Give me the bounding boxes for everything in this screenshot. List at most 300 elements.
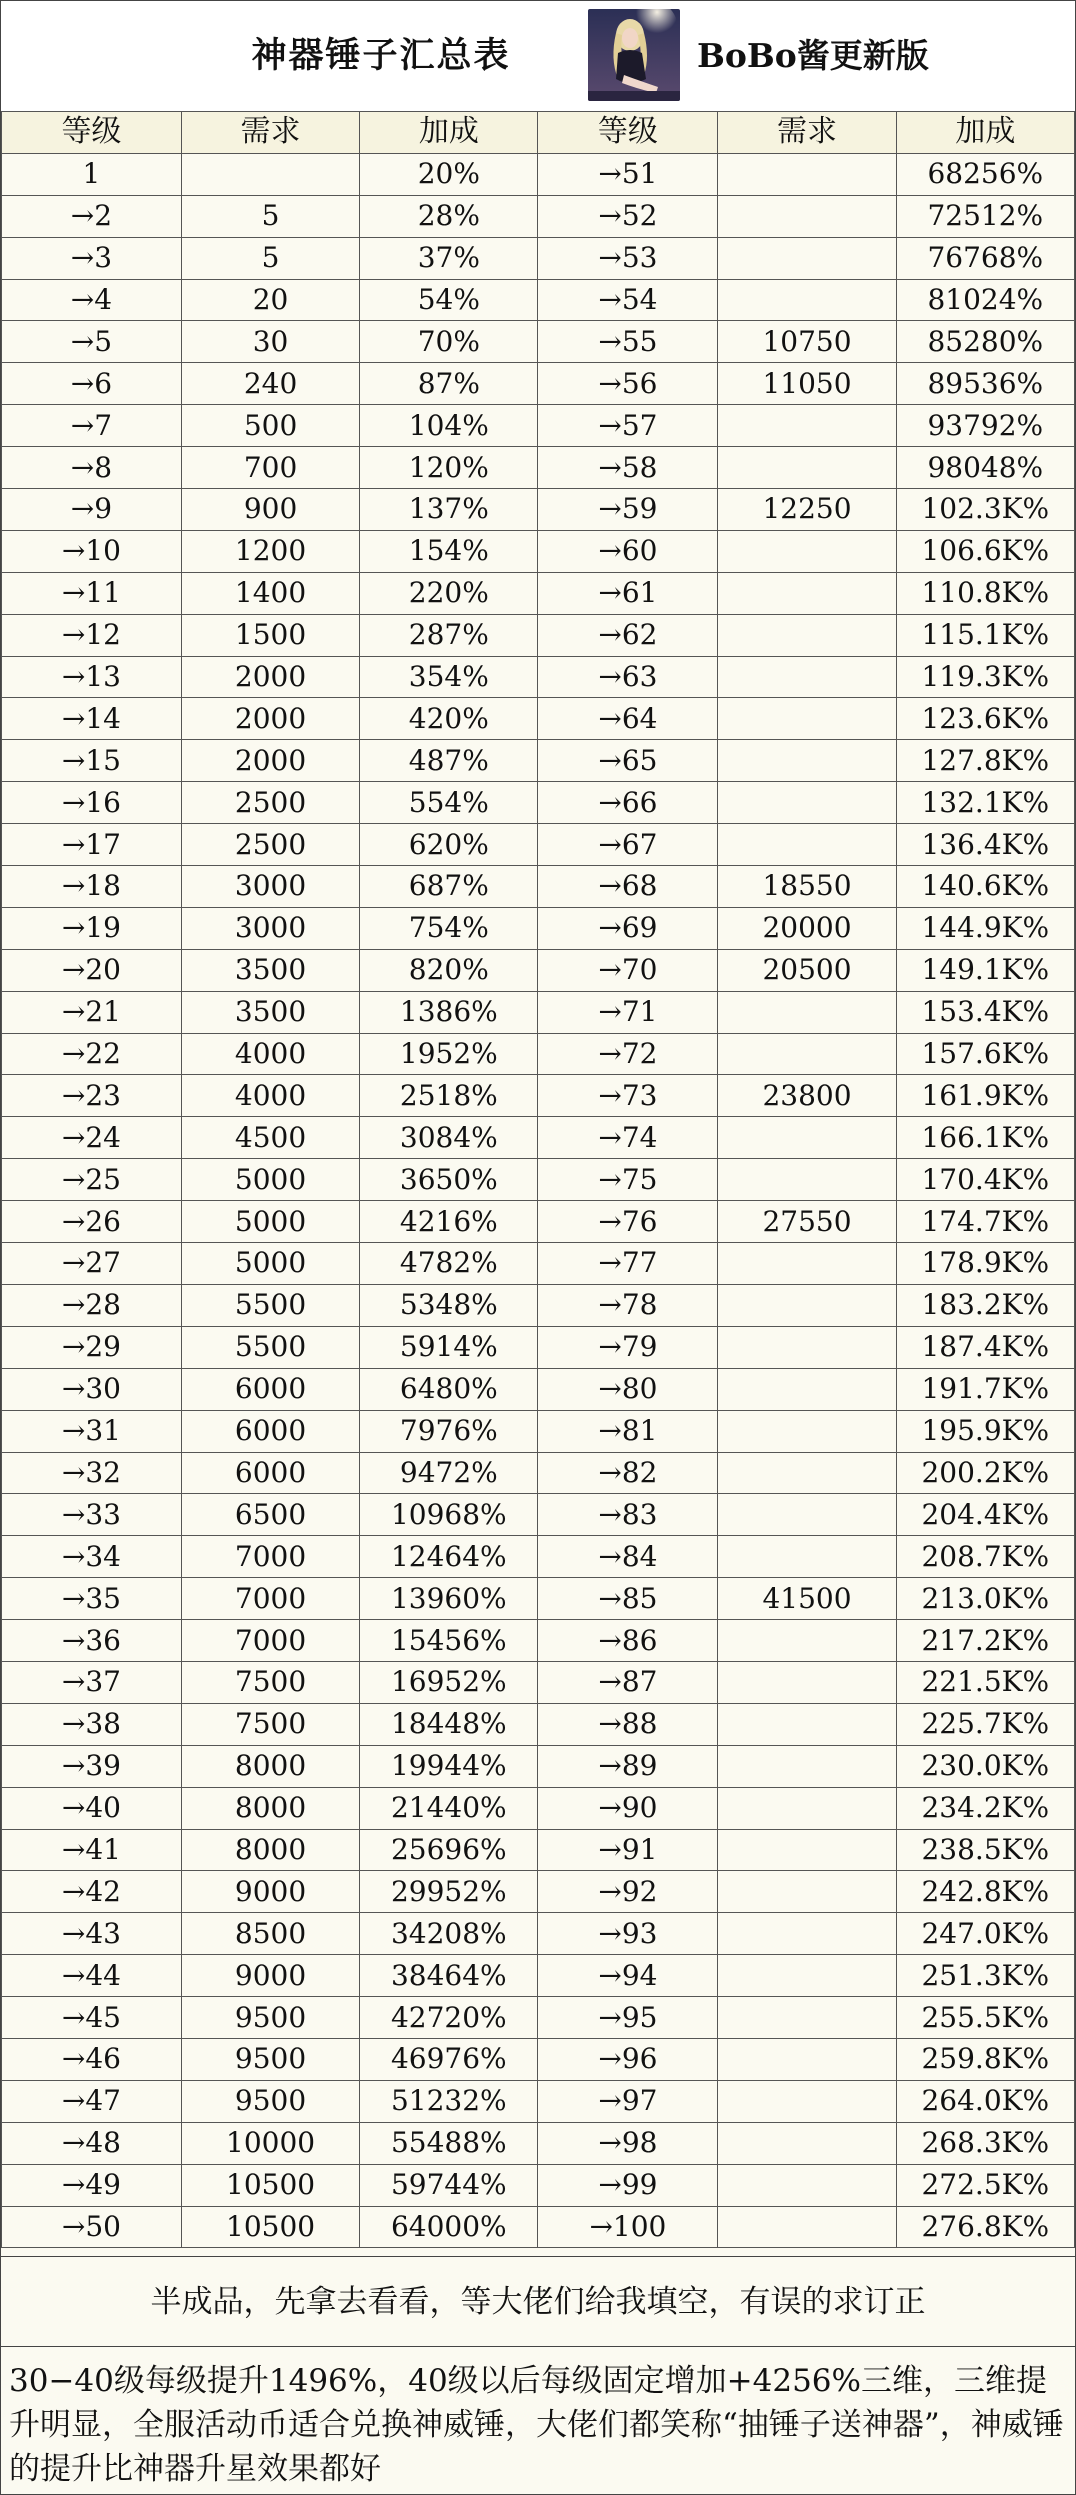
cell-requirement-right <box>718 237 896 279</box>
table-row <box>2 1243 1075 1285</box>
table-row <box>2 1913 1075 1955</box>
cell-requirement-left: 8000 <box>181 1745 359 1787</box>
cell-requirement-right <box>718 824 896 866</box>
cell-requirement-left: 10500 <box>181 2164 359 2206</box>
cell-level-right: →69 <box>538 907 718 949</box>
cell-bonus-right: 157.6K% <box>896 1033 1074 1075</box>
cell-level-right: →100 <box>538 2206 718 2248</box>
cell-requirement-right <box>718 1620 896 1662</box>
cell-bonus-left: 42720% <box>360 1997 538 2039</box>
cell-level-right: →56 <box>538 363 718 405</box>
cell-level-left: →18 <box>2 866 182 908</box>
cell-bonus-left: 6480% <box>360 1368 538 1410</box>
cell-level-left: →9 <box>2 489 182 531</box>
sheet-header <box>1 1 1075 112</box>
cell-level-left: →29 <box>2 1326 182 1368</box>
cell-level-right: →81 <box>538 1410 718 1452</box>
table-row <box>2 1494 1075 1536</box>
cell-level-left: →16 <box>2 782 182 824</box>
table-row <box>2 2122 1075 2164</box>
cell-requirement-left: 5 <box>181 237 359 279</box>
header-level-right: 等级 <box>538 112 718 154</box>
note-draft-notice: 半成品，先拿去看看，等大佬们给我填空，有误的求订正 <box>1 2256 1075 2347</box>
sheet-title: 神器锤子汇总表 <box>251 35 511 76</box>
cell-requirement-left: 7500 <box>181 1661 359 1703</box>
cell-level-left: →49 <box>2 2164 182 2206</box>
cell-level-left: →24 <box>2 1117 182 1159</box>
cell-level-right: →68 <box>538 866 718 908</box>
cell-level-left: →43 <box>2 1913 182 1955</box>
table-row <box>2 1284 1075 1326</box>
cell-bonus-left: 70% <box>360 321 538 363</box>
cell-requirement-right <box>718 656 896 698</box>
cell-bonus-left: 16952% <box>360 1661 538 1703</box>
table-row <box>2 1326 1075 1368</box>
cell-bonus-left: 3084% <box>360 1117 538 1159</box>
cell-bonus-left: 487% <box>360 740 538 782</box>
table-row <box>2 279 1075 321</box>
cell-level-left: →15 <box>2 740 182 782</box>
cell-bonus-right: 225.7K% <box>896 1703 1074 1745</box>
cell-bonus-left: 28% <box>360 195 538 237</box>
cell-bonus-left: 37% <box>360 237 538 279</box>
cell-bonus-right: 115.1K% <box>896 614 1074 656</box>
table-row <box>2 1368 1075 1410</box>
cell-requirement-right <box>718 1284 896 1326</box>
cell-level-left: →20 <box>2 949 182 991</box>
cell-bonus-left: 104% <box>360 405 538 447</box>
cell-bonus-right: 93792% <box>896 405 1074 447</box>
cell-level-left: →37 <box>2 1661 182 1703</box>
cell-bonus-right: 204.4K% <box>896 1494 1074 1536</box>
cell-requirement-right: 18550 <box>718 866 896 908</box>
cell-bonus-left: 12464% <box>360 1536 538 1578</box>
cell-bonus-left: 420% <box>360 698 538 740</box>
cell-bonus-left: 1386% <box>360 991 538 1033</box>
cell-level-left: →22 <box>2 1033 182 1075</box>
table-row <box>2 1201 1075 1243</box>
cell-bonus-left: 38464% <box>360 1955 538 1997</box>
table-row <box>2 698 1075 740</box>
cell-requirement-left: 6000 <box>181 1410 359 1452</box>
cell-level-left: →5 <box>2 321 182 363</box>
cell-bonus-right: 110.8K% <box>896 572 1074 614</box>
cell-requirement-left: 7000 <box>181 1620 359 1662</box>
cell-level-left: →26 <box>2 1201 182 1243</box>
portrait-avatar-image <box>588 9 680 101</box>
cell-level-left: →7 <box>2 405 182 447</box>
cell-requirement-left: 3500 <box>181 949 359 991</box>
cell-level-left: →10 <box>2 530 182 572</box>
cell-level-left: →6 <box>2 363 182 405</box>
cell-requirement-right <box>718 991 896 1033</box>
cell-bonus-right: 221.5K% <box>896 1661 1074 1703</box>
cell-requirement-right <box>718 2206 896 2248</box>
cell-bonus-left: 29952% <box>360 1871 538 1913</box>
cell-level-right: →99 <box>538 2164 718 2206</box>
cell-bonus-left: 137% <box>360 489 538 531</box>
cell-requirement-left: 240 <box>181 363 359 405</box>
cell-requirement-right <box>718 447 896 489</box>
cell-requirement-left: 4000 <box>181 1033 359 1075</box>
cell-level-right: →74 <box>538 1117 718 1159</box>
table-header-row <box>2 112 1075 154</box>
table-row <box>2 195 1075 237</box>
cell-requirement-left: 6500 <box>181 1494 359 1536</box>
cell-requirement-left: 6000 <box>181 1368 359 1410</box>
cell-bonus-right: 136.4K% <box>896 824 1074 866</box>
table-row <box>2 363 1075 405</box>
cell-level-left: →14 <box>2 698 182 740</box>
header-requirement-right: 需求 <box>718 112 896 154</box>
cell-level-right: →79 <box>538 1326 718 1368</box>
table-row <box>2 447 1075 489</box>
cell-level-right: →52 <box>538 195 718 237</box>
table-row <box>2 1829 1075 1871</box>
cell-bonus-right: 178.9K% <box>896 1243 1074 1285</box>
cell-bonus-right: 242.8K% <box>896 1871 1074 1913</box>
table-row <box>2 237 1075 279</box>
cell-requirement-right <box>718 1159 896 1201</box>
cell-requirement-right <box>718 1955 896 1997</box>
cell-level-right: →76 <box>538 1201 718 1243</box>
cell-level-right: →62 <box>538 614 718 656</box>
cell-requirement-left: 30 <box>181 321 359 363</box>
cell-level-right: →85 <box>538 1578 718 1620</box>
cell-bonus-left: 754% <box>360 907 538 949</box>
cell-requirement-right <box>718 1997 896 2039</box>
cell-requirement-left: 2500 <box>181 824 359 866</box>
cell-level-right: →87 <box>538 1661 718 1703</box>
cell-level-right: →53 <box>538 237 718 279</box>
cell-bonus-right: 234.2K% <box>896 1787 1074 1829</box>
cell-level-right: →67 <box>538 824 718 866</box>
cell-level-left: →34 <box>2 1536 182 1578</box>
cell-requirement-right: 12250 <box>718 489 896 531</box>
cell-bonus-left: 620% <box>360 824 538 866</box>
cell-requirement-left: 4000 <box>181 1075 359 1117</box>
table-row <box>2 489 1075 531</box>
table-row <box>2 1620 1075 1662</box>
cell-requirement-left: 9500 <box>181 2038 359 2080</box>
table-row <box>2 2038 1075 2080</box>
cell-level-right: →63 <box>538 656 718 698</box>
cell-requirement-left: 1500 <box>181 614 359 656</box>
cell-requirement-right <box>718 279 896 321</box>
cell-requirement-right <box>718 2122 896 2164</box>
table-row <box>2 824 1075 866</box>
table-row <box>2 405 1075 447</box>
table-row <box>2 1703 1075 1745</box>
cell-requirement-left: 5000 <box>181 1159 359 1201</box>
cell-level-right: →71 <box>538 991 718 1033</box>
cell-level-right: →72 <box>538 1033 718 1075</box>
cell-level-right: →93 <box>538 1913 718 1955</box>
cell-bonus-left: 13960% <box>360 1578 538 1620</box>
table-row <box>2 1745 1075 1787</box>
cell-level-left: →25 <box>2 1159 182 1201</box>
cell-bonus-right: 153.4K% <box>896 991 1074 1033</box>
cell-level-left: →38 <box>2 1703 182 1745</box>
cell-bonus-right: 149.1K% <box>896 949 1074 991</box>
table-row <box>2 1075 1075 1117</box>
cell-level-left: →47 <box>2 2080 182 2122</box>
cell-bonus-left: 3650% <box>360 1159 538 1201</box>
table-row <box>2 1033 1075 1075</box>
cell-bonus-left: 54% <box>360 279 538 321</box>
cell-bonus-left: 687% <box>360 866 538 908</box>
table-row <box>2 2164 1075 2206</box>
cell-bonus-left: 20% <box>360 153 538 195</box>
cell-requirement-right: 10750 <box>718 321 896 363</box>
cell-level-left: →23 <box>2 1075 182 1117</box>
table-row <box>2 1661 1075 1703</box>
cell-level-right: →91 <box>538 1829 718 1871</box>
header-requirement-left: 需求 <box>181 112 359 154</box>
cell-requirement-right <box>718 1871 896 1913</box>
cell-level-left: →33 <box>2 1494 182 1536</box>
cell-level-right: →89 <box>538 1745 718 1787</box>
cell-requirement-left: 5000 <box>181 1243 359 1285</box>
cell-level-right: →55 <box>538 321 718 363</box>
cell-requirement-right <box>718 1452 896 1494</box>
cell-level-left: →12 <box>2 614 182 656</box>
cell-requirement-left: 2500 <box>181 782 359 824</box>
cell-requirement-right <box>718 1661 896 1703</box>
cell-level-left: →31 <box>2 1410 182 1452</box>
cell-level-right: →61 <box>538 572 718 614</box>
cell-requirement-left: 5 <box>181 195 359 237</box>
cell-level-right: →97 <box>538 2080 718 2122</box>
cell-level-left: →44 <box>2 1955 182 1997</box>
cell-requirement-right <box>718 1033 896 1075</box>
cell-requirement-right <box>718 782 896 824</box>
table-row <box>2 1536 1075 1578</box>
table-row <box>2 740 1075 782</box>
cell-requirement-right: 27550 <box>718 1201 896 1243</box>
cell-bonus-left: 120% <box>360 447 538 489</box>
cell-level-left: →41 <box>2 1829 182 1871</box>
cell-level-right: →78 <box>538 1284 718 1326</box>
cell-requirement-left: 10500 <box>181 2206 359 2248</box>
cell-bonus-right: 102.3K% <box>896 489 1074 531</box>
cell-bonus-right: 76768% <box>896 237 1074 279</box>
cell-bonus-right: 259.8K% <box>896 2038 1074 2080</box>
table-row <box>2 153 1075 195</box>
cell-bonus-left: 87% <box>360 363 538 405</box>
cell-bonus-left: 9472% <box>360 1452 538 1494</box>
author-label: BoBo酱更新版 <box>697 36 929 75</box>
cell-requirement-left: 7000 <box>181 1578 359 1620</box>
cell-level-left: →4 <box>2 279 182 321</box>
cell-bonus-right: 132.1K% <box>896 782 1074 824</box>
cell-requirement-left: 2000 <box>181 698 359 740</box>
cell-bonus-right: 144.9K% <box>896 907 1074 949</box>
cell-requirement-left: 9500 <box>181 2080 359 2122</box>
cell-requirement-left: 9000 <box>181 1955 359 1997</box>
cell-requirement-right <box>718 1494 896 1536</box>
cell-level-left: →17 <box>2 824 182 866</box>
cell-bonus-left: 820% <box>360 949 538 991</box>
table-row <box>2 1787 1075 1829</box>
cell-bonus-right: 89536% <box>896 363 1074 405</box>
cell-bonus-right: 268.3K% <box>896 2122 1074 2164</box>
cell-bonus-left: 354% <box>360 656 538 698</box>
cell-bonus-right: 123.6K% <box>896 698 1074 740</box>
cell-requirement-left: 3000 <box>181 907 359 949</box>
cell-requirement-right <box>718 1536 896 1578</box>
cell-bonus-right: 174.7K% <box>896 1201 1074 1243</box>
table-row <box>2 907 1075 949</box>
cell-requirement-left: 20 <box>181 279 359 321</box>
cell-requirement-right <box>718 1410 896 1452</box>
cell-bonus-left: 554% <box>360 782 538 824</box>
cell-requirement-left <box>181 153 359 195</box>
cell-requirement-right <box>718 740 896 782</box>
cell-requirement-right <box>718 2164 896 2206</box>
upgrade-table <box>1 111 1075 2248</box>
cell-requirement-right: 20000 <box>718 907 896 949</box>
cell-level-left: →28 <box>2 1284 182 1326</box>
cell-level-right: →86 <box>538 1620 718 1662</box>
cell-requirement-right <box>718 1745 896 1787</box>
cell-level-left: →19 <box>2 907 182 949</box>
cell-requirement-right: 20500 <box>718 949 896 991</box>
cell-requirement-right <box>718 614 896 656</box>
cell-requirement-right <box>718 1703 896 1745</box>
cell-bonus-left: 2518% <box>360 1075 538 1117</box>
cell-requirement-left: 3000 <box>181 866 359 908</box>
cell-level-left: →39 <box>2 1745 182 1787</box>
cell-bonus-right: 247.0K% <box>896 1913 1074 1955</box>
cell-level-left: →42 <box>2 1871 182 1913</box>
cell-bonus-right: 72512% <box>896 195 1074 237</box>
table-row <box>2 782 1075 824</box>
cell-level-right: →73 <box>538 1075 718 1117</box>
cell-requirement-right <box>718 530 896 572</box>
table-row <box>2 614 1075 656</box>
cell-level-left: →46 <box>2 2038 182 2080</box>
cell-bonus-right: 276.8K% <box>896 2206 1074 2248</box>
cell-level-right: →70 <box>538 949 718 991</box>
cell-bonus-left: 154% <box>360 530 538 572</box>
cell-requirement-right <box>718 1368 896 1410</box>
cell-level-left: →13 <box>2 656 182 698</box>
cell-bonus-left: 25696% <box>360 1829 538 1871</box>
table-row <box>2 321 1075 363</box>
cell-requirement-left: 500 <box>181 405 359 447</box>
cell-bonus-left: 19944% <box>360 1745 538 1787</box>
cell-requirement-left: 8000 <box>181 1787 359 1829</box>
cell-bonus-left: 59744% <box>360 2164 538 2206</box>
cell-level-right: →95 <box>538 1997 718 2039</box>
cell-bonus-right: 106.6K% <box>896 530 1074 572</box>
cell-bonus-left: 5348% <box>360 1284 538 1326</box>
cell-requirement-right <box>718 1787 896 1829</box>
cell-bonus-right: 127.8K% <box>896 740 1074 782</box>
cell-bonus-right: 85280% <box>896 321 1074 363</box>
cell-level-right: →82 <box>538 1452 718 1494</box>
cell-requirement-left: 7500 <box>181 1703 359 1745</box>
cell-level-right: →94 <box>538 1955 718 1997</box>
cell-level-left: →48 <box>2 2122 182 2164</box>
cell-bonus-right: 183.2K% <box>896 1284 1074 1326</box>
cell-requirement-left: 1200 <box>181 530 359 572</box>
cell-level-left: →8 <box>2 447 182 489</box>
cell-bonus-left: 220% <box>360 572 538 614</box>
cell-requirement-right <box>718 1117 896 1159</box>
cell-bonus-right: 230.0K% <box>896 1745 1074 1787</box>
cell-requirement-left: 5500 <box>181 1326 359 1368</box>
table-row <box>2 949 1075 991</box>
cell-level-left: →2 <box>2 195 182 237</box>
table-row <box>2 1955 1075 1997</box>
cell-requirement-right: 11050 <box>718 363 896 405</box>
table-row <box>2 2206 1075 2248</box>
cell-requirement-right <box>718 1326 896 1368</box>
table-row <box>2 866 1075 908</box>
cell-requirement-left: 9000 <box>181 1871 359 1913</box>
cell-bonus-left: 4216% <box>360 1201 538 1243</box>
table-row <box>2 2080 1075 2122</box>
cell-bonus-left: 5914% <box>360 1326 538 1368</box>
cell-level-right: →64 <box>538 698 718 740</box>
cell-requirement-right <box>718 1829 896 1871</box>
cell-bonus-right: 81024% <box>896 279 1074 321</box>
table-row <box>2 1117 1075 1159</box>
cell-bonus-right: 68256% <box>896 153 1074 195</box>
cell-bonus-right: 119.3K% <box>896 656 1074 698</box>
cell-level-right: →84 <box>538 1536 718 1578</box>
cell-requirement-left: 700 <box>181 447 359 489</box>
cell-bonus-left: 4782% <box>360 1243 538 1285</box>
table-row <box>2 991 1075 1033</box>
table-row <box>2 1410 1075 1452</box>
table-row <box>2 530 1075 572</box>
cell-level-right: →96 <box>538 2038 718 2080</box>
cell-requirement-left: 3500 <box>181 991 359 1033</box>
header-bonus-left: 加成 <box>360 112 538 154</box>
cell-level-left: →30 <box>2 1368 182 1410</box>
cell-level-right: →57 <box>538 405 718 447</box>
cell-bonus-right: 170.4K% <box>896 1159 1074 1201</box>
table-row <box>2 1871 1075 1913</box>
table-row <box>2 1578 1075 1620</box>
cell-level-right: →51 <box>538 153 718 195</box>
cell-bonus-right: 213.0K% <box>896 1578 1074 1620</box>
cell-level-right: →90 <box>538 1787 718 1829</box>
cell-requirement-right <box>718 2038 896 2080</box>
table-row <box>2 572 1075 614</box>
cell-requirement-left: 2000 <box>181 656 359 698</box>
cell-level-left: →36 <box>2 1620 182 1662</box>
cell-bonus-left: 287% <box>360 614 538 656</box>
cell-requirement-left: 5500 <box>181 1284 359 1326</box>
cell-level-right: →75 <box>538 1159 718 1201</box>
cell-bonus-right: 195.9K% <box>896 1410 1074 1452</box>
cell-bonus-left: 7976% <box>360 1410 538 1452</box>
cell-level-left: →32 <box>2 1452 182 1494</box>
cell-bonus-left: 21440% <box>360 1787 538 1829</box>
cell-requirement-left: 1400 <box>181 572 359 614</box>
cell-requirement-right <box>718 195 896 237</box>
cell-bonus-left: 15456% <box>360 1620 538 1662</box>
cell-requirement-right <box>718 572 896 614</box>
cell-level-right: →65 <box>538 740 718 782</box>
cell-bonus-right: 272.5K% <box>896 2164 1074 2206</box>
cell-requirement-right: 41500 <box>718 1578 896 1620</box>
cell-bonus-left: 10968% <box>360 1494 538 1536</box>
